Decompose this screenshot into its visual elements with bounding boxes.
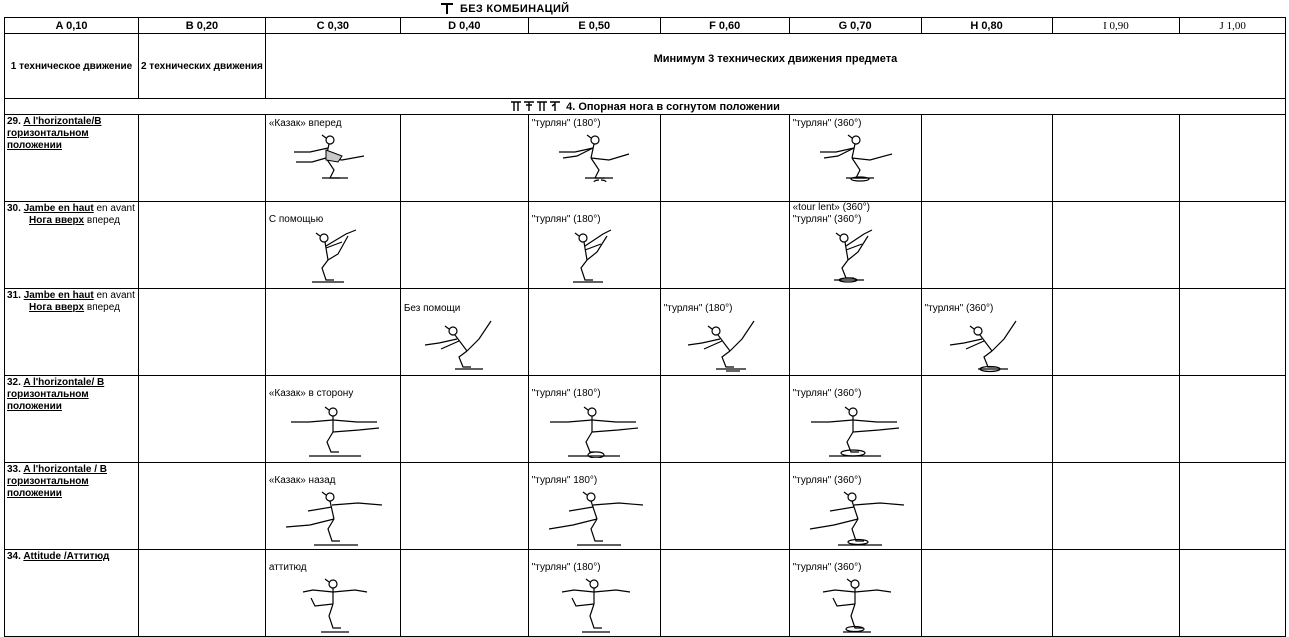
- element-title-ru: Нога вверх: [29, 302, 85, 313]
- cell-31-j: [1180, 289, 1286, 376]
- gymnast-figure-icon: [554, 576, 634, 634]
- page-title-wrap: [440, 0, 569, 17]
- cell-29-j: [1180, 115, 1286, 202]
- element-title-ru-rest: вперед: [84, 215, 120, 226]
- pivot-symbol-icon: [440, 2, 454, 15]
- requirement-a: 1 техническое движение: [5, 34, 139, 99]
- col-header-b: B 0,20: [138, 18, 265, 34]
- requirement-b: 2 технических движения: [138, 34, 265, 99]
- cell-30-f: [660, 202, 789, 289]
- cell-caption: «Казак» вперед: [268, 118, 342, 129]
- element-row-34: [5, 550, 1286, 637]
- gymnast-figure-icon: [800, 489, 910, 547]
- col-header-g: G 0,70: [789, 18, 921, 34]
- element-name-32: [5, 376, 139, 463]
- cell-caption: "турлян" (360°): [792, 388, 862, 399]
- cell-caption: "турлян" (180°): [531, 214, 601, 225]
- col-header-f: F 0,60: [660, 18, 789, 34]
- element-title: Jambe en haut: [23, 290, 94, 301]
- difficulty-symbols-icon: [510, 100, 562, 112]
- cell-33-d: [400, 463, 528, 550]
- cell-caption: "турлян" 180°): [531, 475, 598, 486]
- cell-30-c: [265, 202, 400, 289]
- cell-34-d: [400, 550, 528, 637]
- element-name-31: [5, 289, 139, 376]
- element-row-33: [5, 463, 1286, 550]
- element-name-30: [5, 202, 139, 289]
- gymnast-figure-icon: [810, 132, 900, 182]
- cell-caption: "турлян" (180°): [531, 562, 601, 573]
- cell-34-c: [265, 550, 400, 637]
- difficulty-table: [4, 17, 1286, 637]
- gymnast-figure-icon: [942, 317, 1032, 373]
- element-name-29: [5, 115, 139, 202]
- cell-caption: "турлян" (180°): [531, 118, 601, 129]
- element-number: 34.: [7, 551, 21, 562]
- gymnast-figure-icon: [803, 402, 907, 458]
- cell-34-j: [1180, 550, 1286, 637]
- cell-caption: аттитюд: [268, 562, 307, 573]
- gymnast-figure-icon: [559, 228, 629, 288]
- page-title: БЕЗ КОМБИНАЦИЙ: [460, 2, 570, 15]
- cell-34-h: [921, 550, 1052, 637]
- cell-31-b: [138, 289, 265, 376]
- cell-32-b: [138, 376, 265, 463]
- cell-caption: "турлян" (180°): [663, 303, 733, 314]
- cell-32-g: [789, 376, 921, 463]
- cell-31-f: [660, 289, 789, 376]
- cell-31-c: [265, 289, 400, 376]
- gymnast-figure-icon: [815, 576, 895, 634]
- cell-32-d: [400, 376, 528, 463]
- col-header-d: D 0,40: [400, 18, 528, 34]
- cell-32-h: [921, 376, 1052, 463]
- requirement-min: Минимум 3 технических движения предмета: [265, 34, 1285, 99]
- element-title: Attitude /Аттитюд: [23, 551, 110, 562]
- cell-30-j: [1180, 202, 1286, 289]
- cell-34-e: [528, 550, 660, 637]
- cell-caption: "турлян" (360°): [792, 118, 862, 129]
- cell-30-b: [138, 202, 265, 289]
- cell-31-i: [1052, 289, 1180, 376]
- gymnast-figure-icon: [278, 489, 388, 547]
- element-title: A l'horizontale/ В горизонтальном положении: [7, 377, 105, 412]
- col-header-j: J 1,00: [1180, 18, 1286, 34]
- cell-caption: "турлян" (360°): [792, 562, 862, 573]
- cell-33-e: [528, 463, 660, 550]
- cell-34-b: [138, 550, 265, 637]
- cell-30-i: [1052, 202, 1180, 289]
- gymnast-figure-icon: [549, 132, 639, 182]
- cell-31-e: [528, 289, 660, 376]
- element-row-29: [5, 115, 1286, 202]
- element-number: 32.: [7, 377, 21, 388]
- cell-29-h: [921, 115, 1052, 202]
- cell-31-g: [789, 289, 921, 376]
- gymnast-figure-icon: [680, 317, 770, 373]
- cell-32-e: [528, 376, 660, 463]
- gymnast-figure-icon: [282, 132, 372, 182]
- col-header-c: C 0,30: [265, 18, 400, 34]
- cell-caption: "турлян" (360°): [792, 475, 862, 486]
- element-number: 29.: [7, 116, 21, 127]
- cell-caption-extra: «tour lent» (360°): [792, 202, 870, 213]
- element-name-34: [5, 550, 139, 637]
- cell-32-i: [1052, 376, 1180, 463]
- element-title-rest: en avant: [93, 290, 135, 301]
- col-header-h: H 0,80: [921, 18, 1052, 34]
- element-title-ru: Нога вверх: [29, 215, 85, 226]
- cell-29-c: [265, 115, 400, 202]
- element-row-30: [5, 202, 1286, 289]
- cell-caption: Без помощи: [403, 303, 461, 314]
- element-number: 31.: [7, 290, 21, 301]
- cell-29-b: [138, 115, 265, 202]
- cell-31-h: [921, 289, 1052, 376]
- value-header-row: [5, 18, 1286, 34]
- element-row-32: [5, 376, 1286, 463]
- cell-29-f: [660, 115, 789, 202]
- cell-34-g: [789, 550, 921, 637]
- cell-33-c: [265, 463, 400, 550]
- cell-30-e: [528, 202, 660, 289]
- element-name-33: [5, 463, 139, 550]
- element-title: Jambe en haut: [23, 203, 94, 214]
- cell-33-f: [660, 463, 789, 550]
- gymnast-figure-icon: [419, 317, 509, 373]
- cell-32-f: [660, 376, 789, 463]
- cell-caption: С помощью: [268, 214, 324, 225]
- element-number: 30.: [7, 203, 21, 214]
- gymnast-figure-icon: [281, 402, 385, 458]
- cell-33-b: [138, 463, 265, 550]
- section-title: 4. Опорная нога в согнутом положении: [566, 101, 780, 113]
- cell-33-j: [1180, 463, 1286, 550]
- gymnast-figure-icon: [820, 228, 890, 284]
- cell-30-h: [921, 202, 1052, 289]
- cell-31-d: [400, 289, 528, 376]
- cell-32-j: [1180, 376, 1286, 463]
- cell-caption: «Казак» назад: [268, 475, 336, 486]
- cell-34-f: [660, 550, 789, 637]
- gymnast-figure-icon: [539, 489, 649, 547]
- cell-33-h: [921, 463, 1052, 550]
- cell-32-c: [265, 376, 400, 463]
- element-number: 33.: [7, 464, 21, 475]
- section-row: [5, 99, 1286, 115]
- element-row-31: [5, 289, 1286, 376]
- cell-30-d: [400, 202, 528, 289]
- cell-caption: «Казак» в сторону: [268, 388, 354, 399]
- cell-33-i: [1052, 463, 1180, 550]
- cell-29-i: [1052, 115, 1180, 202]
- cell-29-g: [789, 115, 921, 202]
- element-title-rest: en avant: [93, 203, 135, 214]
- requirement-row: [5, 34, 1286, 99]
- cell-33-g: [789, 463, 921, 550]
- element-title: A l'horizontale / В горизонтальном положении: [7, 464, 108, 499]
- cell-29-e: [528, 115, 660, 202]
- cell-caption: "турлян" (180°): [531, 388, 601, 399]
- col-header-e: E 0,50: [528, 18, 660, 34]
- cell-29-d: [400, 115, 528, 202]
- cell-34-i: [1052, 550, 1180, 637]
- section-cell: [5, 99, 1286, 115]
- element-title-ru-rest: вперед: [84, 302, 120, 313]
- cell-caption: "турлян" (360°): [924, 303, 994, 314]
- col-header-a: A 0,10: [5, 18, 139, 34]
- gymnast-figure-icon: [298, 228, 368, 288]
- cell-30-g: [789, 202, 921, 289]
- gymnast-figure-icon: [293, 576, 373, 634]
- cell-caption: "турлян" (360°): [792, 214, 862, 225]
- gymnast-figure-icon: [542, 402, 646, 458]
- col-header-i: I 0,90: [1052, 18, 1180, 34]
- element-title: A l'horizontale/В горизонтальном положении: [7, 116, 102, 151]
